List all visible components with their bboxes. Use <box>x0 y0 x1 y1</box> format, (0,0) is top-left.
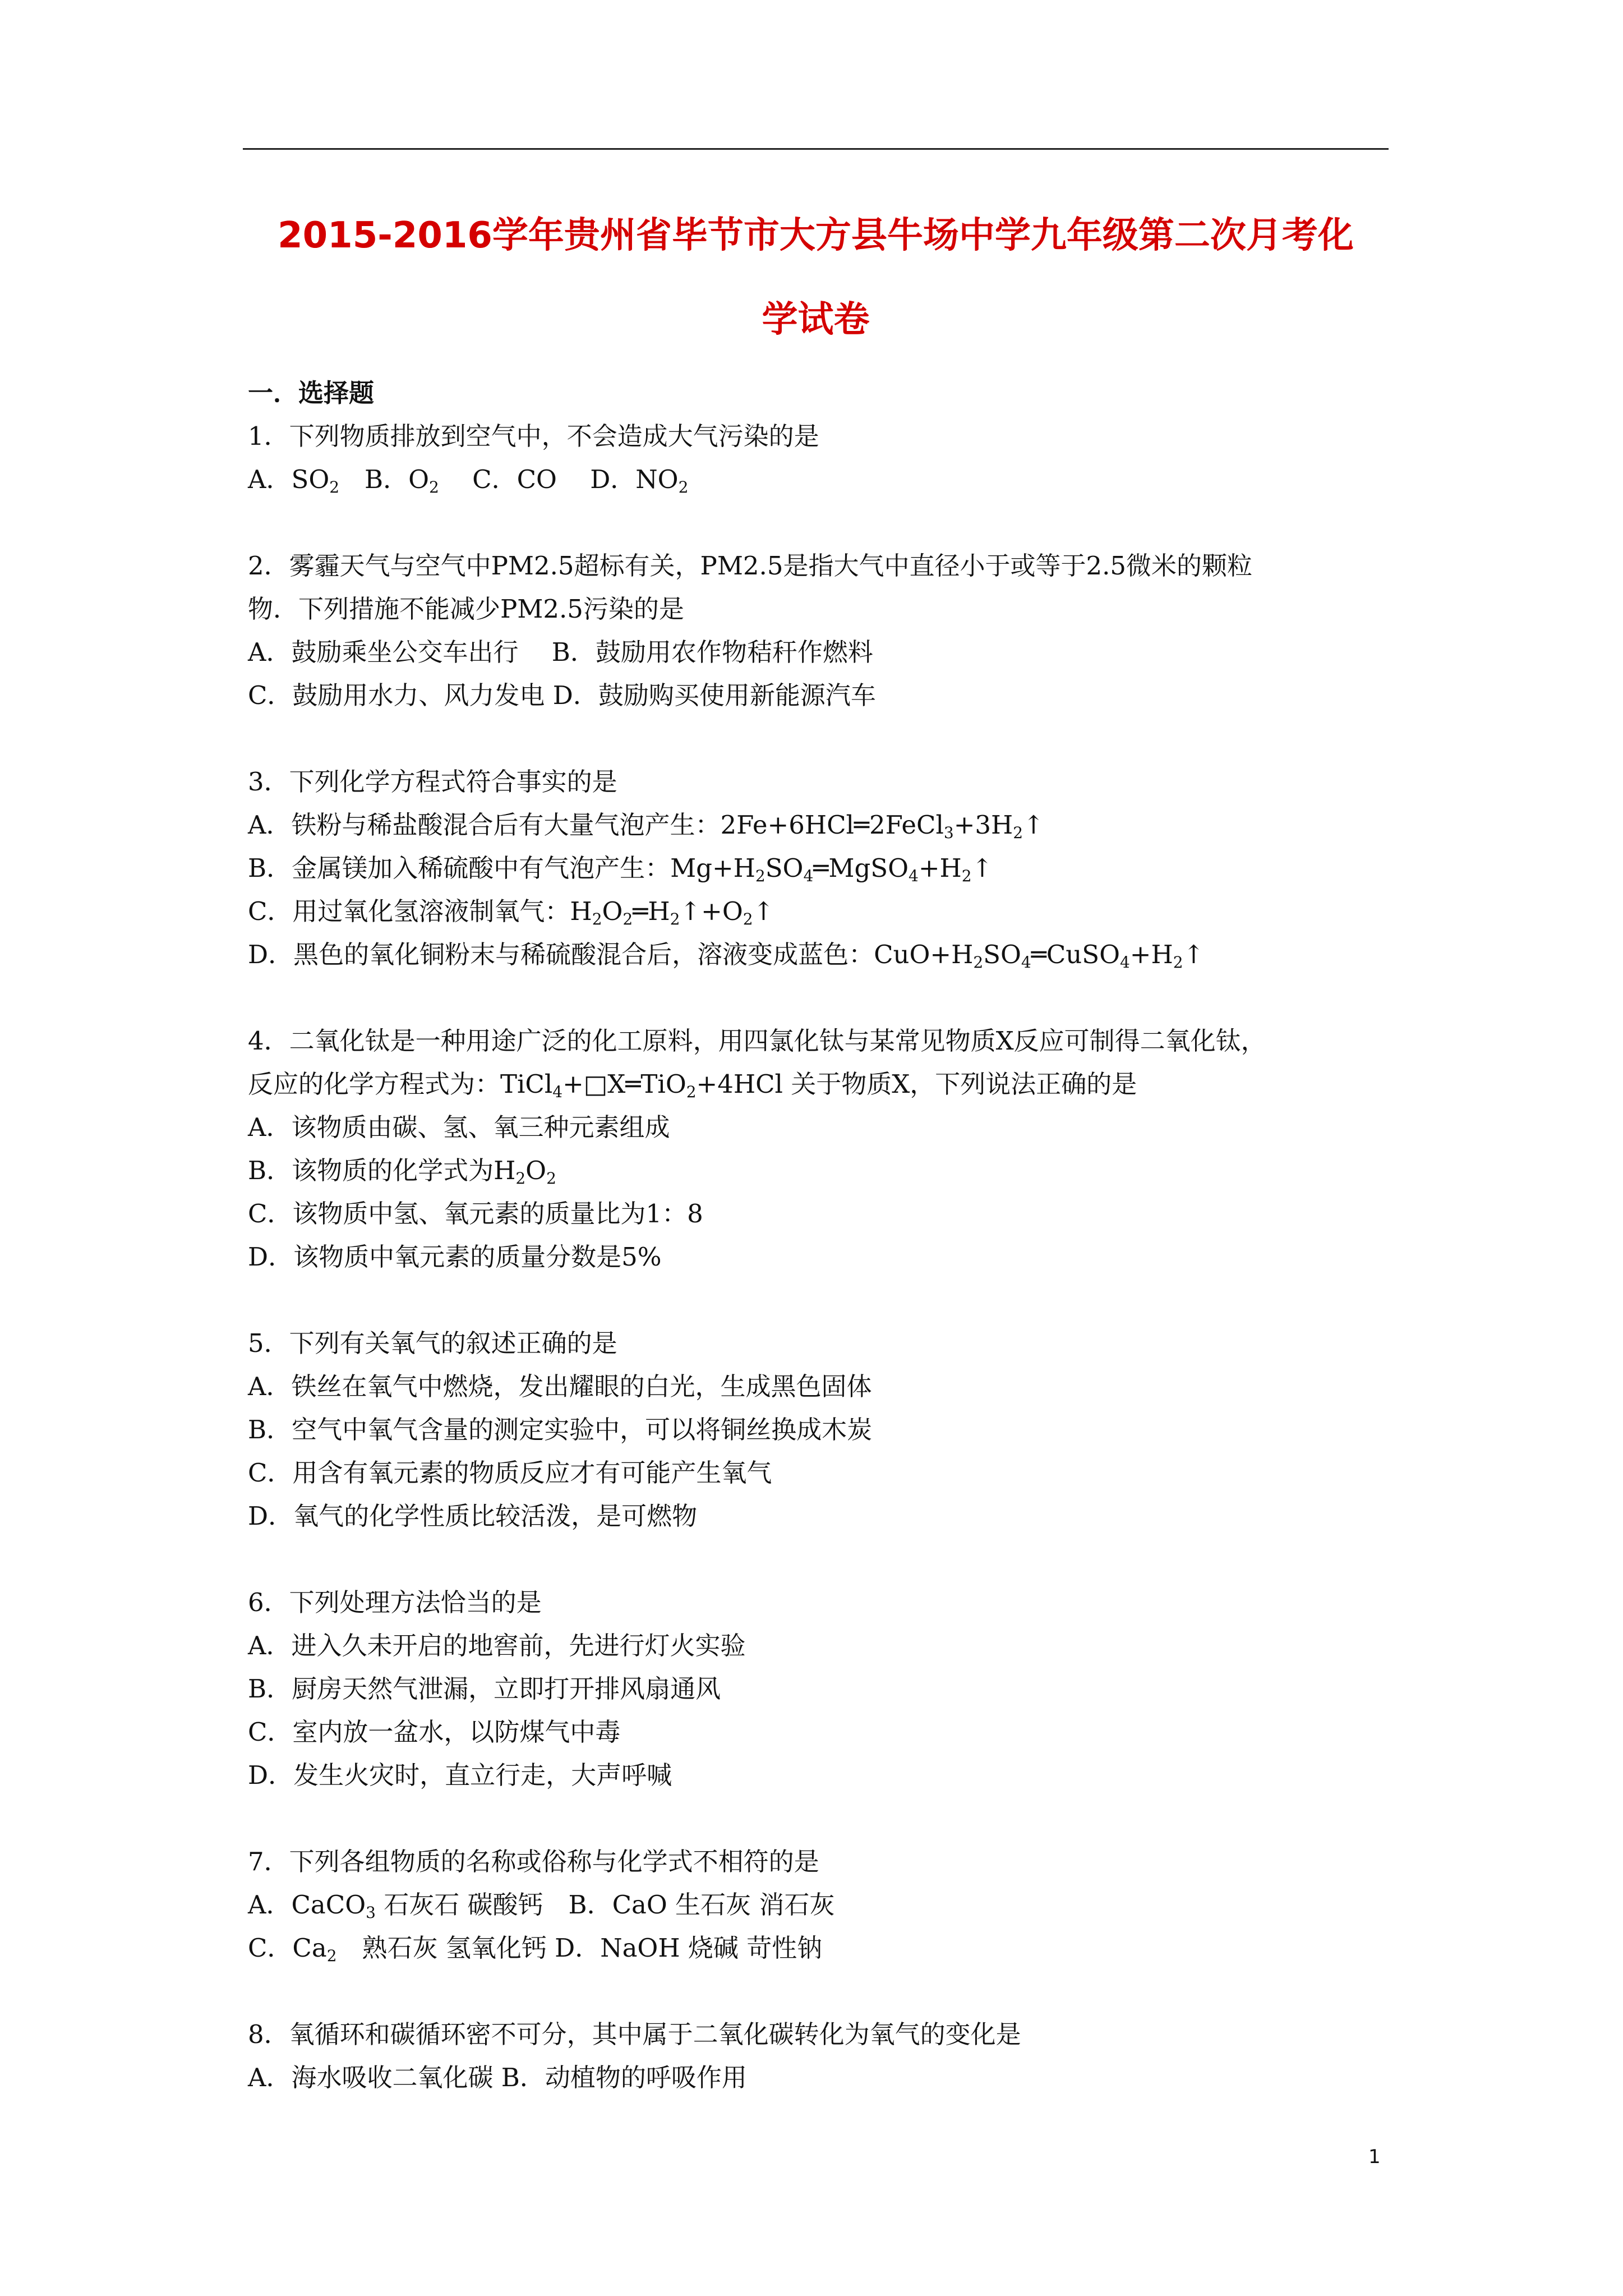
exam-content <box>248 371 1392 2099</box>
question-2 <box>248 544 1392 717</box>
question-stem: 2．雾霾天气与空气中PM2.5超标有关，PM2.5是指大气中直径小于或等于2.5微米的颗粒 <box>248 551 1253 581</box>
question-text-line: C．室内放一盆水，以防煤气中毒 <box>248 1717 621 1747</box>
header-rule <box>243 148 1389 150</box>
question-8 <box>248 2013 1392 2099</box>
question-text-line: B．金属镁加入稀硫酸中有气泡产生：$Mg+H_2SO_4═MgSO_4+H_2↑$ <box>248 853 993 885</box>
question-stem: 8．氧循环和碳循环密不可分，其中属于二氧化碳转化为氧气的变化是 <box>248 2019 1021 2049</box>
question-text-line: D．发生火灾时，直立行走，大声呼喊 <box>248 1760 672 1790</box>
question-list <box>248 415 1392 2099</box>
question-6 <box>248 1581 1392 1797</box>
question-text-line: A．铁丝在氧气中燃烧，发出耀眼的白光，生成黑色固体 <box>248 1372 872 1401</box>
question-text-line: C．该物质中氢、氧元素的质量比为1：8 <box>248 1199 703 1228</box>
question-3 <box>248 760 1392 976</box>
question-text-line: D．黑色的氧化铜粉末与稀硫酸混合后，溶液变成蓝色：$CuO+H_2SO_4═CuSO_4+H_2↑$ <box>248 940 1205 972</box>
question-stem: 6．下列处理方法恰当的是 <box>248 1588 542 1617</box>
question-text-line: C．$Ca_2$ 熟石灰 氢氧化钙 D．NaOH 烧碱 苛性钠 <box>248 1933 823 1965</box>
section-heading: 一．选择题 <box>248 378 375 408</box>
question-stem: 1．下列物质排放到空气中，不会造成大气污染的是 <box>248 421 819 451</box>
question-5 <box>248 1322 1392 1538</box>
question-text-line: A．海水吸收二氧化碳 B．动植物的呼吸作用 <box>248 2063 747 2092</box>
question-7 <box>248 1840 1392 1970</box>
question-text-line: A．铁粉与稀盐酸混合后有大量气泡产生：$2Fe+6HCl═2FeCl_3+3H_2↑$ <box>248 810 1044 842</box>
question-stem: 7．下列各组物质的名称或俗称与化学式不相符的是 <box>248 1847 819 1876</box>
question-text-line: A．CaCO$_3$ 石灰石 碳酸钙 B．CaO 生石灰 消石灰 <box>248 1890 835 1922</box>
question-1 <box>248 415 1392 501</box>
page-number: 1 <box>1368 2146 1381 2168</box>
question-text-line: A．鼓励乘坐公交车出行 B．鼓励用农作物秸秆作燃料 <box>248 637 873 667</box>
question-text-line: D．氧气的化学性质比较活泼，是可燃物 <box>248 1501 698 1531</box>
question-text-line: C．鼓励用水力、风力发电 D．鼓励购买使用新能源汽车 <box>248 680 876 710</box>
exam-title-line-1: 2015-2016学年贵州省毕节市大方县牛场中学九年级第二次月考化 <box>278 215 1354 256</box>
question-text-line: A．进入久未开启的地窖前，先进行灯火实验 <box>248 1631 746 1660</box>
question-text-line: A．$SO_2$ B．$O_2$ C．CO D．$NO_2$ <box>248 464 689 496</box>
question-text-line: C．用过氧化氢溶液制氧气：$H_2O_2═H_2↑+O_2↑$ <box>248 896 774 928</box>
question-text-line: A．该物质由碳、氢、氧三种元素组成 <box>248 1112 670 1142</box>
exam-title-line-2: 学试卷 <box>762 299 870 341</box>
question-stem: 5．下列有关氧气的叙述正确的是 <box>248 1328 617 1358</box>
question-4 <box>248 1019 1392 1278</box>
question-text-line: B．该物质的化学式为$H_2O_2$ <box>248 1156 556 1188</box>
question-text-line: B．厨房天然气泄漏，立即打开排风扇通风 <box>248 1674 721 1704</box>
question-text-line: B．空气中氧气含量的测定实验中，可以将铜丝换成木炭 <box>248 1415 873 1444</box>
question-stem: 3．下列化学方程式符合事实的是 <box>248 767 617 797</box>
question-text-line: C．用含有氧元素的物质反应才有可能产生氧气 <box>248 1458 772 1488</box>
question-stem: 4．二氧化钛是一种用途广泛的化工原料，用四氯化钛与某常见物质X反应可制得二氧化钛， <box>248 1026 1266 1056</box>
question-text-line: D．该物质中氧元素的质量分数是5% <box>248 1242 662 1272</box>
question-text-line: 反应的化学方程式为：TiCl$_4$+□X═TiO$_2$+4HCl 关于物质X，下列说法正确的是 <box>248 1069 1137 1101</box>
question-text-line: 物．下列措施不能减少PM2.5污染的是 <box>248 594 684 624</box>
